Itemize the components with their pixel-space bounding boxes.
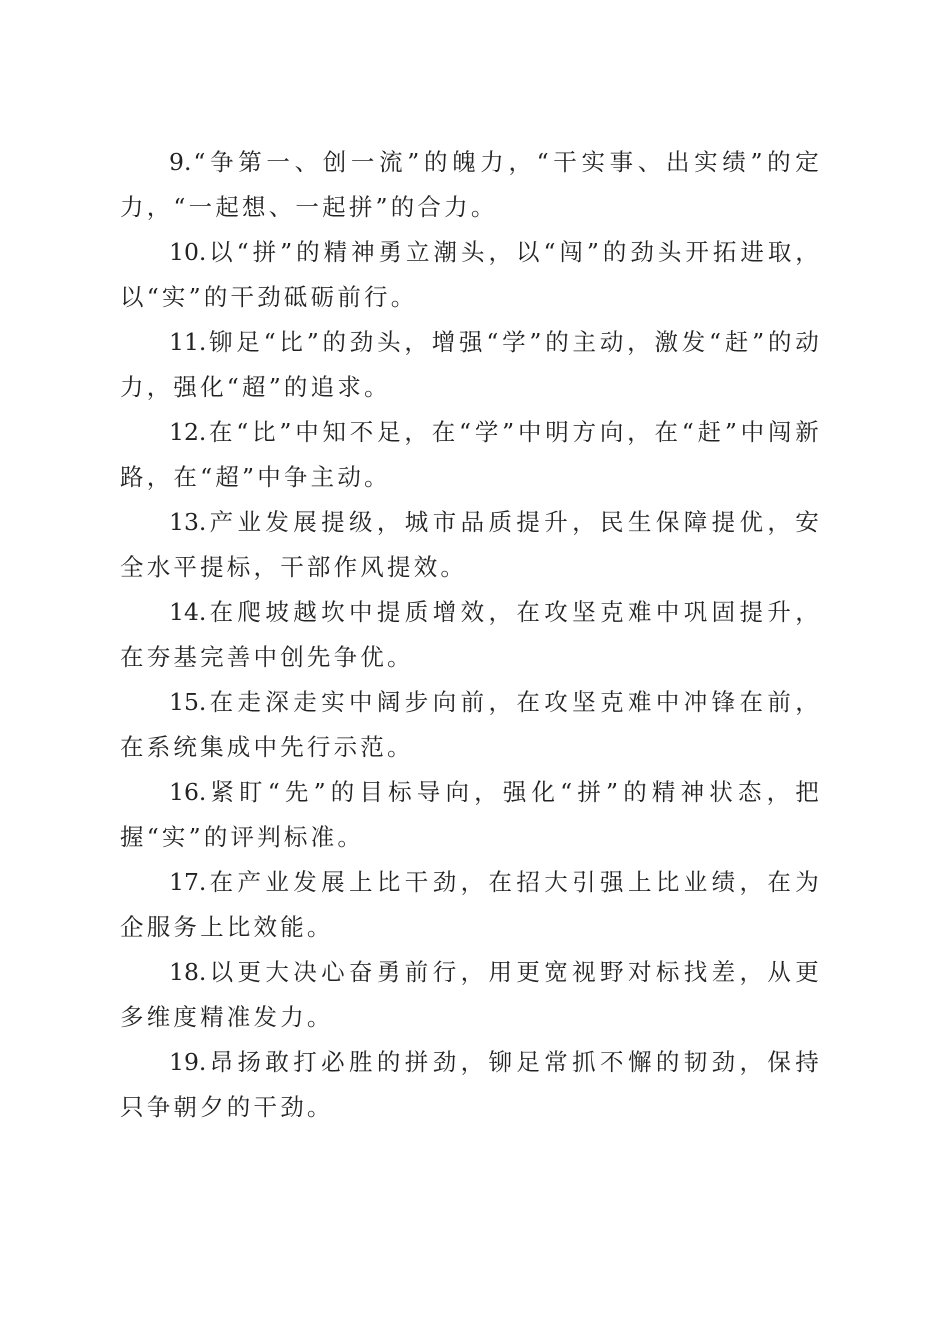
item-number: 9. — [169, 148, 192, 176]
item-text: 昂扬敢打必胜的拼劲，铆足常抓不懈的韧劲，保持只争朝夕的干劲。 — [120, 1048, 822, 1121]
item-number: 12. — [169, 418, 207, 446]
item-text: 产业发展提级，城市品质提升，民生保障提优，安全水平提标，干部作风提效。 — [120, 508, 822, 581]
item-number: 11. — [169, 328, 207, 356]
item-text: 在走深走实中阔步向前，在攻坚克难中冲锋在前，在系统集成中先行示范。 — [120, 688, 822, 761]
item-text: 在“比”中知不足，在“学”中明方向，在“赶”中闯新路，在“超”中争主动。 — [120, 418, 822, 491]
item-text: 以“拼”的精神勇立潮头，以“闯”的劲头开拓进取，以“实”的干劲砥砺前行。 — [120, 238, 822, 311]
list-item — [120, 230, 822, 320]
item-text: 铆足“比”的劲头，增强“学”的主动，激发“赶”的动力，强化“超”的追求。 — [120, 328, 822, 401]
item-text: “争第一、创一流”的魄力，“干实事、出实绩”的定力，“一起想、一起拼”的合力。 — [120, 148, 822, 221]
item-text: 在爬坡越坎中提质增效，在攻坚克难中巩固提升，在夯基完善中创先争优。 — [120, 598, 822, 671]
list-item — [120, 770, 822, 860]
item-number: 18. — [169, 958, 207, 986]
document-body — [120, 140, 822, 1130]
item-number: 14. — [169, 598, 207, 626]
item-text: 紧盯“先”的目标导向，强化“拼”的精神状态，把握“实”的评判标准。 — [120, 778, 822, 851]
list-item — [120, 860, 822, 950]
list-item — [120, 500, 822, 590]
item-number: 15. — [169, 688, 207, 716]
list-item — [120, 320, 822, 410]
item-number: 13. — [169, 508, 207, 536]
list-item — [120, 680, 822, 770]
item-text: 以更大决心奋勇前行，用更宽视野对标找差，从更多维度精准发力。 — [120, 958, 822, 1031]
item-number: 16. — [169, 778, 207, 806]
item-number: 19. — [169, 1048, 207, 1076]
list-item — [120, 590, 822, 680]
item-number: 17. — [169, 868, 207, 896]
list-item — [120, 410, 822, 500]
item-number: 10. — [169, 238, 207, 266]
list-item — [120, 140, 822, 230]
list-item — [120, 950, 822, 1040]
item-text: 在产业发展上比干劲，在招大引强上比业绩，在为企服务上比效能。 — [120, 868, 822, 941]
list-item — [120, 1040, 822, 1130]
